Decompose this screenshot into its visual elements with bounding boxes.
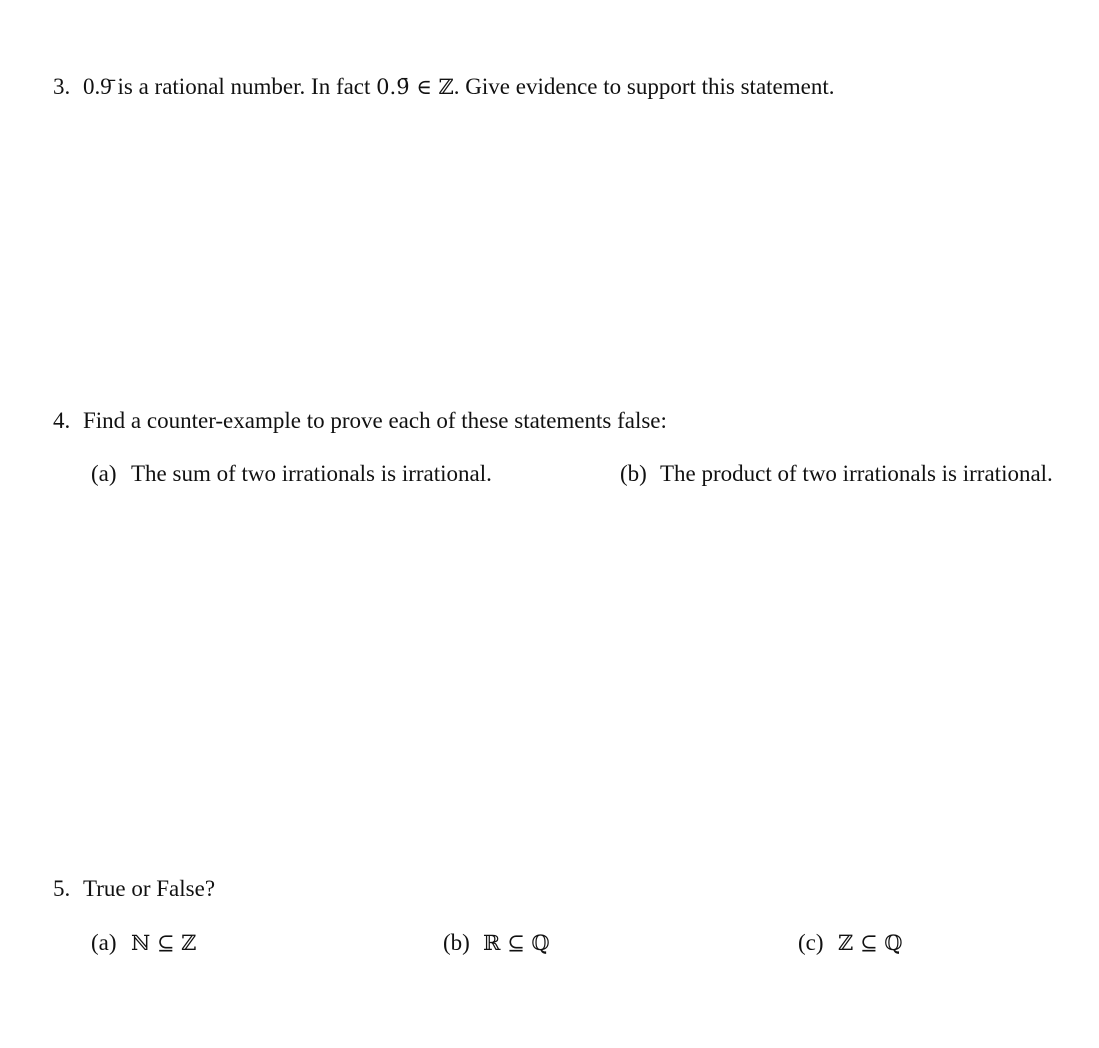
math-expression: 0.9̄ ∈ ℤ — [376, 75, 454, 99]
part-text: The sum of two irrationals is irrational. — [131, 461, 492, 486]
part-expression: ℝ ⊆ ℚ — [483, 931, 550, 955]
part-text: The product of two irrationals is irrational. — [660, 461, 1053, 486]
question-number: 3. — [53, 74, 71, 99]
question-5a — [91, 930, 196, 956]
question-number: 5. — [53, 876, 71, 901]
part-label: (a) — [91, 930, 117, 955]
part-label: (b) — [620, 461, 647, 486]
part-label: (c) — [798, 930, 824, 955]
part-expression: ℤ ⊆ ℚ — [838, 931, 903, 955]
question-text-part2: . Give evidence to support this statement. — [453, 74, 835, 99]
part-label: (b) — [443, 930, 470, 955]
question-4 — [53, 408, 667, 434]
question-text: True or False? — [83, 876, 216, 901]
part-label: (a) — [91, 461, 117, 486]
question-4a — [91, 461, 492, 487]
question-3 — [53, 74, 835, 100]
question-4b — [620, 461, 1053, 487]
question-5 — [53, 876, 215, 902]
question-5b — [443, 930, 550, 956]
question-5c — [798, 930, 903, 956]
question-number: 4. — [53, 408, 71, 433]
question-text: Find a counter-example to prove each of these statements false: — [83, 408, 667, 433]
question-text-part1: 0.9̄ is a rational number. In fact — [83, 74, 371, 99]
part-expression: ℕ ⊆ ℤ — [131, 931, 197, 955]
